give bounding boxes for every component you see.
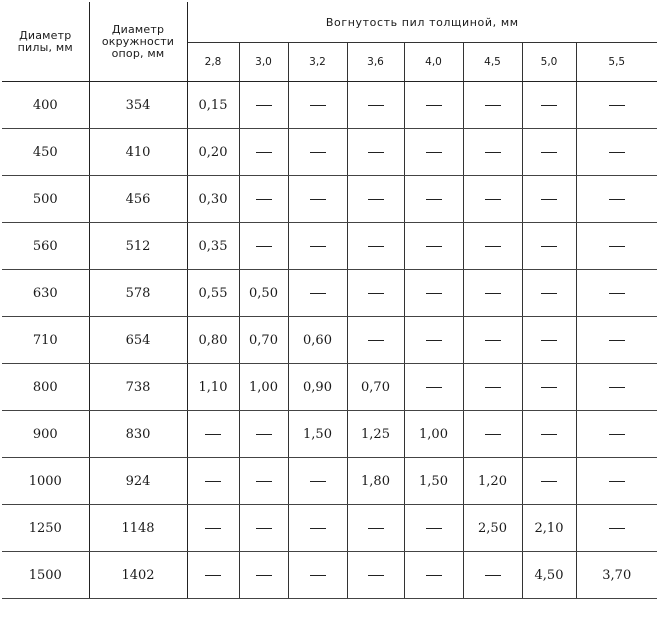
dash-mark — [609, 481, 625, 482]
header-row-top — [2, 2, 657, 43]
cell-empty-dash — [404, 317, 463, 364]
header-thickness: 2,8 — [187, 43, 239, 82]
cell-concavity-value: 0,70 — [347, 364, 404, 411]
cell-concavity-value: 0,35 — [187, 223, 239, 270]
cell-concavity-value: 0,55 — [187, 270, 239, 317]
dash-mark — [426, 528, 442, 529]
header-thickness: 3,0 — [239, 43, 288, 82]
cell-support-diameter: 830 — [89, 411, 187, 458]
table-row — [2, 129, 657, 176]
dash-mark — [485, 105, 501, 106]
dash-mark — [310, 105, 326, 106]
cell-empty-dash — [187, 458, 239, 505]
cell-support-diameter: 924 — [89, 458, 187, 505]
cell-empty-dash — [522, 129, 576, 176]
cell-concavity-value: 4,50 — [522, 552, 576, 599]
table-row — [2, 411, 657, 458]
dash-mark — [426, 246, 442, 247]
cell-empty-dash — [288, 552, 347, 599]
dash-mark — [256, 528, 272, 529]
dash-mark — [368, 575, 384, 576]
header-thickness: 3,2 — [288, 43, 347, 82]
cell-empty-dash — [404, 176, 463, 223]
cell-concavity-value: 1,50 — [404, 458, 463, 505]
dash-mark — [205, 528, 221, 529]
dash-mark — [310, 246, 326, 247]
cell-concavity-value: 2,10 — [522, 505, 576, 552]
cell-concavity-value: 0,70 — [239, 317, 288, 364]
cell-empty-dash — [347, 129, 404, 176]
dash-mark — [485, 434, 501, 435]
dash-mark — [609, 199, 625, 200]
cell-empty-dash — [239, 505, 288, 552]
cell-empty-dash — [404, 270, 463, 317]
dash-mark — [205, 575, 221, 576]
dash-mark — [256, 105, 272, 106]
dash-mark — [541, 340, 557, 341]
header-thickness: 3,6 — [347, 43, 404, 82]
cell-empty-dash — [576, 364, 657, 411]
dash-mark — [541, 152, 557, 153]
dash-mark — [541, 199, 557, 200]
cell-concavity-value: 3,70 — [576, 552, 657, 599]
cell-saw-diameter: 710 — [2, 317, 89, 364]
cell-concavity-value: 1,20 — [463, 458, 522, 505]
cell-support-diameter: 578 — [89, 270, 187, 317]
dash-mark — [541, 434, 557, 435]
cell-empty-dash — [522, 270, 576, 317]
dash-mark — [205, 434, 221, 435]
dash-mark — [609, 105, 625, 106]
dash-mark — [609, 434, 625, 435]
cell-concavity-value: 0,50 — [239, 270, 288, 317]
cell-saw-diameter: 560 — [2, 223, 89, 270]
cell-concavity-value: 1,50 — [288, 411, 347, 458]
dash-mark — [368, 293, 384, 294]
dash-mark — [485, 340, 501, 341]
dash-mark — [609, 293, 625, 294]
cell-empty-dash — [288, 176, 347, 223]
dash-mark — [426, 340, 442, 341]
dash-mark — [368, 199, 384, 200]
table-row — [2, 458, 657, 505]
cell-support-diameter: 1148 — [89, 505, 187, 552]
dash-mark — [426, 575, 442, 576]
cell-empty-dash — [404, 505, 463, 552]
dash-mark — [485, 199, 501, 200]
cell-empty-dash — [522, 364, 576, 411]
dash-mark — [609, 387, 625, 388]
cell-empty-dash — [463, 270, 522, 317]
dash-mark — [256, 152, 272, 153]
cell-empty-dash — [576, 317, 657, 364]
dash-mark — [256, 246, 272, 247]
cell-empty-dash — [576, 505, 657, 552]
header-support-diameter: Диаметр окружности опор, мм — [89, 2, 187, 82]
cell-empty-dash — [404, 364, 463, 411]
cell-empty-dash — [288, 82, 347, 129]
cell-empty-dash — [522, 82, 576, 129]
dash-mark — [310, 481, 326, 482]
cell-empty-dash — [239, 129, 288, 176]
cell-empty-dash — [288, 223, 347, 270]
cell-empty-dash — [404, 223, 463, 270]
dash-mark — [609, 340, 625, 341]
table-row — [2, 223, 657, 270]
cell-saw-diameter: 500 — [2, 176, 89, 223]
cell-support-diameter: 456 — [89, 176, 187, 223]
dash-mark — [368, 105, 384, 106]
cell-empty-dash — [404, 129, 463, 176]
cell-empty-dash — [576, 129, 657, 176]
dash-mark — [541, 105, 557, 106]
cell-saw-diameter: 450 — [2, 129, 89, 176]
cell-empty-dash — [576, 223, 657, 270]
dash-mark — [485, 387, 501, 388]
dash-mark — [485, 246, 501, 247]
table-row — [2, 176, 657, 223]
dash-mark — [426, 293, 442, 294]
table-row — [2, 270, 657, 317]
cell-empty-dash — [239, 176, 288, 223]
dash-mark — [485, 575, 501, 576]
cell-support-diameter: 354 — [89, 82, 187, 129]
dash-mark — [205, 481, 221, 482]
cell-empty-dash — [463, 552, 522, 599]
table-row — [2, 82, 657, 129]
dash-mark — [541, 481, 557, 482]
cell-concavity-value: 1,00 — [239, 364, 288, 411]
dash-mark — [609, 246, 625, 247]
cell-concavity-value: 1,25 — [347, 411, 404, 458]
cell-concavity-value: 0,60 — [288, 317, 347, 364]
cell-empty-dash — [239, 223, 288, 270]
dash-mark — [256, 199, 272, 200]
dash-mark — [256, 434, 272, 435]
cell-empty-dash — [463, 317, 522, 364]
cell-empty-dash — [463, 223, 522, 270]
header-concavity-group: Вогнутость пил толщиной, мм — [187, 2, 657, 43]
dash-mark — [426, 199, 442, 200]
cell-support-diameter: 654 — [89, 317, 187, 364]
cell-empty-dash — [347, 82, 404, 129]
concavity-table — [2, 2, 657, 599]
table-row — [2, 364, 657, 411]
dash-mark — [368, 528, 384, 529]
dash-mark — [609, 528, 625, 529]
cell-concavity-value: 1,80 — [347, 458, 404, 505]
cell-empty-dash — [522, 317, 576, 364]
dash-mark — [485, 293, 501, 294]
cell-saw-diameter: 630 — [2, 270, 89, 317]
cell-empty-dash — [463, 82, 522, 129]
cell-empty-dash — [239, 552, 288, 599]
dash-mark — [368, 152, 384, 153]
cell-empty-dash — [522, 411, 576, 458]
cell-saw-diameter: 1500 — [2, 552, 89, 599]
cell-support-diameter: 410 — [89, 129, 187, 176]
table-row — [2, 552, 657, 599]
cell-support-diameter: 738 — [89, 364, 187, 411]
table-row — [2, 317, 657, 364]
cell-concavity-value: 1,00 — [404, 411, 463, 458]
dash-mark — [426, 387, 442, 388]
cell-empty-dash — [347, 505, 404, 552]
dash-mark — [426, 105, 442, 106]
cell-empty-dash — [463, 364, 522, 411]
cell-empty-dash — [576, 411, 657, 458]
dash-mark — [310, 575, 326, 576]
dash-mark — [368, 246, 384, 247]
dash-mark — [541, 293, 557, 294]
cell-empty-dash — [288, 458, 347, 505]
cell-concavity-value: 0,30 — [187, 176, 239, 223]
cell-saw-diameter: 800 — [2, 364, 89, 411]
cell-concavity-value: 0,80 — [187, 317, 239, 364]
cell-saw-diameter: 900 — [2, 411, 89, 458]
cell-empty-dash — [239, 411, 288, 458]
dash-mark — [310, 199, 326, 200]
cell-concavity-value: 2,50 — [463, 505, 522, 552]
dash-mark — [256, 575, 272, 576]
cell-empty-dash — [404, 552, 463, 599]
cell-empty-dash — [576, 458, 657, 505]
dash-mark — [426, 152, 442, 153]
cell-empty-dash — [288, 270, 347, 317]
cell-saw-diameter: 1250 — [2, 505, 89, 552]
cell-empty-dash — [239, 458, 288, 505]
cell-empty-dash — [288, 505, 347, 552]
cell-empty-dash — [347, 270, 404, 317]
table-body — [2, 82, 657, 599]
dash-mark — [541, 387, 557, 388]
dash-mark — [368, 340, 384, 341]
header-thickness: 4,0 — [404, 43, 463, 82]
cell-empty-dash — [463, 411, 522, 458]
cell-saw-diameter: 400 — [2, 82, 89, 129]
cell-concavity-value: 0,15 — [187, 82, 239, 129]
cell-empty-dash — [187, 552, 239, 599]
cell-empty-dash — [522, 176, 576, 223]
cell-support-diameter: 512 — [89, 223, 187, 270]
cell-empty-dash — [239, 82, 288, 129]
dash-mark — [609, 152, 625, 153]
dash-mark — [310, 528, 326, 529]
cell-empty-dash — [576, 82, 657, 129]
cell-empty-dash — [463, 176, 522, 223]
cell-empty-dash — [347, 223, 404, 270]
header-saw-diameter: Диаметр пилы, мм — [2, 2, 89, 82]
dash-mark — [310, 293, 326, 294]
cell-empty-dash — [347, 317, 404, 364]
cell-empty-dash — [404, 82, 463, 129]
cell-concavity-value: 0,20 — [187, 129, 239, 176]
header-thickness: 5,5 — [576, 43, 657, 82]
cell-empty-dash — [347, 176, 404, 223]
cell-concavity-value: 0,90 — [288, 364, 347, 411]
dash-mark — [310, 152, 326, 153]
header-thickness: 4,5 — [463, 43, 522, 82]
dash-mark — [485, 152, 501, 153]
cell-empty-dash — [576, 176, 657, 223]
cell-empty-dash — [288, 129, 347, 176]
table-row — [2, 505, 657, 552]
cell-support-diameter: 1402 — [89, 552, 187, 599]
cell-concavity-value: 1,10 — [187, 364, 239, 411]
cell-empty-dash — [187, 505, 239, 552]
cell-empty-dash — [463, 129, 522, 176]
cell-empty-dash — [187, 411, 239, 458]
cell-saw-diameter: 1000 — [2, 458, 89, 505]
dash-mark — [541, 246, 557, 247]
dash-mark — [256, 481, 272, 482]
cell-empty-dash — [522, 223, 576, 270]
cell-empty-dash — [576, 270, 657, 317]
cell-empty-dash — [347, 552, 404, 599]
cell-empty-dash — [522, 458, 576, 505]
header-thickness: 5,0 — [522, 43, 576, 82]
